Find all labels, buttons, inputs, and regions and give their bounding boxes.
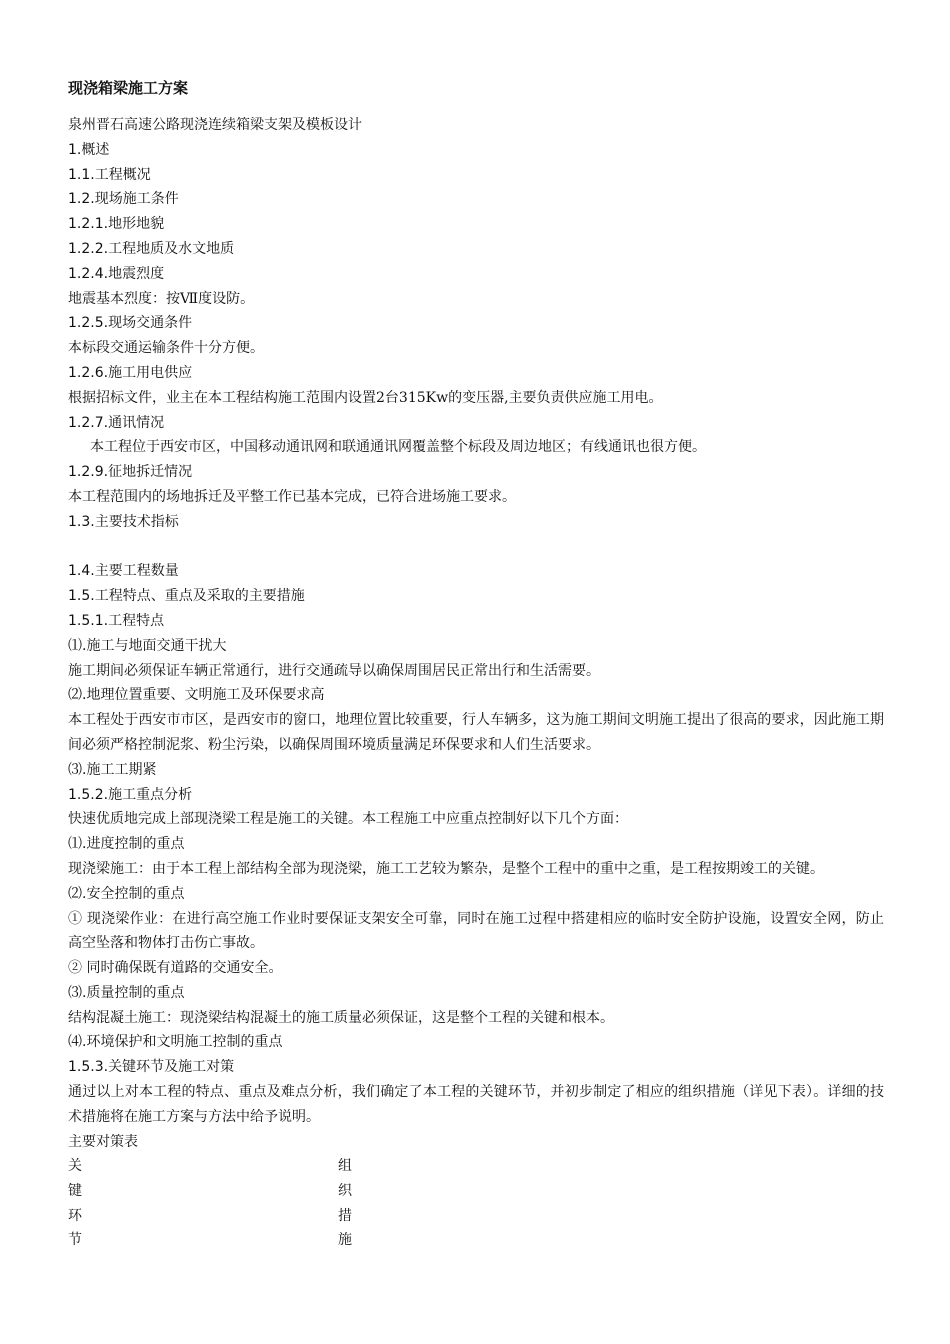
line-text: 地震基本烈度：按Ⅶ度设防。 [68, 290, 255, 307]
line-text: 工程地质及水文地质 [108, 240, 235, 257]
section-heading [68, 237, 884, 262]
section-heading [68, 609, 884, 634]
section-number: 1.2.4. [68, 265, 109, 282]
paragraph-line [68, 832, 884, 857]
line-text: 主要工程数量 [94, 563, 179, 580]
section-number: 1.2.1. [68, 216, 109, 233]
line-text: ⑵.地理位置重要、文明施工及环保要求高 [68, 687, 325, 704]
paragraph-line [68, 956, 884, 981]
table-header-measures: 组织措施 [338, 1158, 360, 1249]
line-text: ⑵.安全控制的重点 [68, 885, 185, 902]
section-heading [68, 1055, 884, 1080]
paragraph-line [68, 287, 884, 312]
line-text: 概述 [81, 141, 110, 158]
section-number: 1.5.1. [68, 612, 109, 629]
paragraph-line [68, 882, 884, 907]
section-heading [68, 138, 884, 163]
section-heading [68, 510, 884, 535]
line-text: 结构混凝土施工：现浇梁结构混凝土的施工质量必须保证，这是整个工程的关键和根本。 [68, 1009, 614, 1026]
paragraph-line [68, 857, 884, 882]
line-text: ⑴.进度控制的重点 [68, 836, 185, 853]
line-text: 现场交通条件 [108, 315, 193, 332]
line-text: 施工用电供应 [108, 364, 193, 381]
section-heading [68, 262, 884, 287]
paragraph-line [68, 1030, 884, 1055]
paragraph-line [68, 708, 884, 758]
section-number: 1.2.6. [68, 364, 109, 381]
paragraph-line [68, 807, 884, 832]
section-number: 1.5.3. [68, 1059, 109, 1076]
section-number: 1.3. [68, 513, 95, 530]
section-heading [68, 187, 884, 212]
section-number: 1. [68, 141, 82, 158]
line-text: ⑷.环境保护和文明施工控制的重点 [68, 1034, 283, 1051]
paragraph-line [68, 907, 884, 957]
section-heading [68, 411, 884, 436]
line-text: 施工重点分析 [108, 786, 193, 803]
line-text: 现场施工条件 [94, 191, 179, 208]
section-number: 1.5.2. [68, 786, 109, 803]
section-heading [68, 212, 884, 237]
line-text: 本标段交通运输条件十分方便。 [68, 340, 264, 357]
line-text: 通过以上对本工程的特点、重点及难点分析，我们确定了本工程的关键环节，并初步制定了相应的组织措施（详见下表）。详细的技术措施将在施工方案与方法中给予说明。 [68, 1084, 884, 1125]
section-heading [68, 311, 884, 336]
document-title: 现浇箱梁施工方案 [68, 79, 189, 97]
paragraph-line [68, 1130, 884, 1155]
section-heading [68, 559, 884, 584]
section-heading [68, 783, 884, 808]
section-number: 1.5. [68, 588, 95, 605]
paragraph-line [68, 659, 884, 684]
line-text: 关键环节及施工对策 [108, 1059, 235, 1076]
section-number: 1.2.5. [68, 315, 109, 332]
line-text: 主要对策表 [68, 1133, 138, 1150]
line-text: 根据招标文件，业主在本工程结构施工范围内设置2台315Kw的变压器,主要负责供应施工用电。 [68, 389, 663, 406]
line-text: ⑶.施工工期紧 [68, 761, 157, 778]
line-text: ② 同时确保既有道路的交通安全。 [68, 960, 283, 977]
paragraph-line [68, 1006, 884, 1031]
line-text: 工程概况 [94, 166, 151, 183]
section-heading [68, 163, 884, 188]
line-text: 本工程位于西安市区，中国移动通讯网和联通通讯网覆盖整个标段及周边地区；有线通讯也很方便。 [90, 439, 706, 456]
line-text: ① 现浇梁作业：在进行高空施工作业时要保证支架安全可靠，同时在施工过程中搭建相应的临时安全防护设施，设置安全网，防止高空坠落和物体打击伤亡事故。 [68, 910, 884, 952]
section-heading [68, 584, 884, 609]
section-heading [68, 361, 884, 386]
paragraph-line [68, 634, 884, 659]
line-text: 通讯情况 [108, 414, 165, 431]
section-number: 1.2. [68, 191, 95, 208]
paragraph-line [68, 758, 884, 783]
line-text: 主要技术指标 [94, 513, 179, 530]
paragraph-line [68, 981, 884, 1006]
paragraph-line [68, 336, 884, 361]
line-text: 地形地貌 [108, 216, 165, 233]
paragraph-line [68, 1080, 884, 1130]
section-number: 1.1. [68, 166, 95, 183]
paragraph-line [68, 683, 884, 708]
line-text: 泉州晋石高速公路现浇连续箱梁支架及模板设计 [68, 117, 362, 133]
line-text: 本工程范围内的场地拆迁及平整工作已基本完成，已符合进场施工要求。 [68, 488, 516, 505]
line-text: 工程特点 [108, 612, 165, 629]
line-text: 本工程处于西安市市区，是西安市的窗口，地理位置比较重要，行人车辆多，这为施工期间文明施工提出了很高的要求，因此施工期间必须严格控制泥浆、粉尘污染，以确保周围环境质量满足环保要求和人们生活要求。 [68, 712, 884, 753]
line-text: 现浇梁施工：由于本工程上部结构全部为现浇梁，施工工艺较为繁杂，是整个工程中的重中之重，是工程按期竣工的关键。 [68, 860, 824, 877]
paragraph-line [68, 485, 884, 510]
line-text: ⑴.施工与地面交通干扰大 [68, 637, 227, 654]
section-number: 1.2.9. [68, 464, 109, 481]
table-header-key-link: 关键环节 [68, 1158, 82, 1249]
paragraph-line [68, 113, 884, 138]
section-number: 1.2.7. [68, 414, 109, 431]
line-text: 施工期间必须保证车辆正常通行，进行交通疏导以确保周围居民正常出行和生活需要。 [68, 662, 600, 679]
line-text: 征地拆迁情况 [108, 464, 193, 481]
section-heading [68, 460, 884, 485]
document-body [68, 113, 884, 1154]
line-text: ⑶.质量控制的重点 [68, 984, 185, 1001]
section-number: 1.4. [68, 563, 95, 580]
paragraph-line [68, 535, 884, 560]
section-number: 1.2.2. [68, 240, 109, 257]
line-text: 快速优质地完成上部现浇梁工程是施工的关键。本工程施工中应重点控制好以下几个方面： [68, 811, 628, 828]
line-text: 工程特点、重点及采取的主要措施 [94, 588, 305, 605]
paragraph-line [68, 386, 884, 411]
line-text: 地震烈度 [108, 265, 165, 282]
paragraph-line [68, 435, 884, 460]
